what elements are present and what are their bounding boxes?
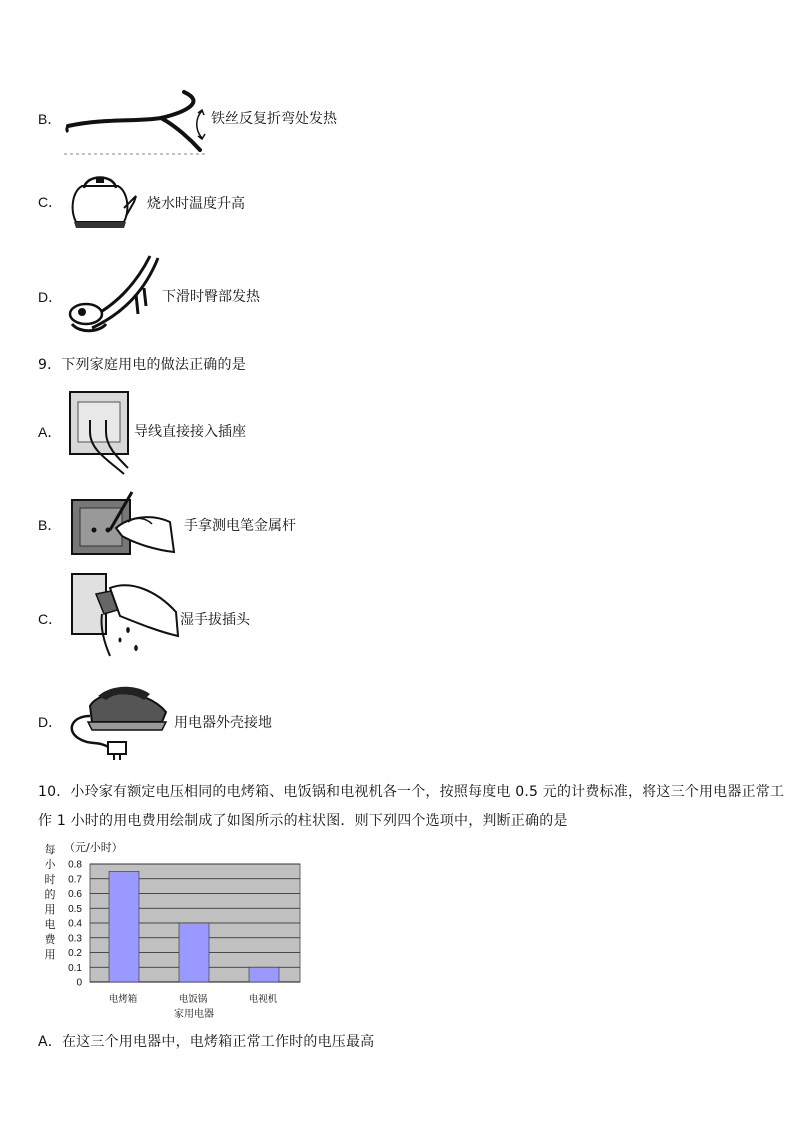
chart-y-tick-label: 0.1 <box>68 962 82 974</box>
chart-x-axis-label: 家用电器 <box>174 1009 214 1020</box>
chart-y-tick-label: 0 <box>76 977 82 989</box>
chart-y-tick-label: 0.2 <box>68 948 82 959</box>
socket-wires-illustration <box>68 390 134 476</box>
q8-option-c-letter: C． <box>38 194 63 210</box>
bent-wire-illustration <box>66 88 206 158</box>
chart-y-tick-label: 0.8 <box>68 859 82 871</box>
q9-option-d-letter: D． <box>38 714 63 730</box>
q8-option-c-caption: 烧水时温度升高 <box>147 196 245 212</box>
q9-option-a-caption: 导线直接接入插座 <box>134 424 246 440</box>
chart-category-label: 电烤箱 <box>108 994 138 1005</box>
chart-y-tick-label: 0.7 <box>68 874 82 886</box>
chart-y-axis-label: 每小时的用电费用 <box>44 843 56 961</box>
q10-stem-line-2: 作 1 小时的用电费用绘制成了如图所示的柱状图．则下列四个选项中，判断正确的是 <box>38 813 568 829</box>
q10-option-a: A．在这三个用电器中，电烤箱正常工作时的电压最高 <box>38 1034 375 1050</box>
chart-category-label: 电视机 <box>248 994 278 1005</box>
chart-y-tick-label: 0.5 <box>68 903 82 915</box>
chart-category-label: 电饭锅 <box>178 994 208 1005</box>
q9-option-c-caption: 湿手拔插头 <box>180 612 250 628</box>
double-arrow-icon <box>192 108 212 142</box>
iron-illustration <box>62 676 172 762</box>
q8-option-b-caption: 铁丝反复折弯处发热 <box>211 111 337 127</box>
q9-option-b-caption: 手拿测电笔金属杆 <box>184 518 296 534</box>
slide-illustration <box>66 254 162 340</box>
q9-option-c-letter: C． <box>38 611 63 627</box>
chart-y-tick-label: 0.6 <box>68 889 82 900</box>
chart-unit-label: （元/小时） <box>64 841 123 854</box>
usage-cost-bar-chart <box>60 856 320 1026</box>
q9-option-b-letter: B． <box>38 517 62 533</box>
kettle-illustration <box>68 170 140 232</box>
q8-option-d-letter: D． <box>38 289 63 305</box>
chart-y-tick-label: 0.4 <box>68 918 82 930</box>
chart-bar <box>179 923 209 982</box>
test-pen-illustration <box>70 486 176 558</box>
chart-y-tick-label: 0.3 <box>68 933 82 945</box>
chart-bar <box>109 871 139 982</box>
q8-option-b-letter: B． <box>38 111 62 127</box>
wet-hand-plug-illustration <box>70 572 180 658</box>
q10-stem-line-1: 10．小玲家有额定电压相同的电烤箱、电饭锅和电视机各一个，按照每度电 0.5 元的计费标准，将这三个用电器正常工 <box>38 784 785 800</box>
q9-option-d-caption: 用电器外壳接地 <box>174 715 272 731</box>
q9-option-a-letter: A． <box>38 424 62 440</box>
q9-stem: 9．下列家庭用电的做法正确的是 <box>38 357 246 373</box>
q8-option-d-caption: 下滑时臀部发热 <box>162 289 260 305</box>
chart-bar <box>249 967 279 982</box>
